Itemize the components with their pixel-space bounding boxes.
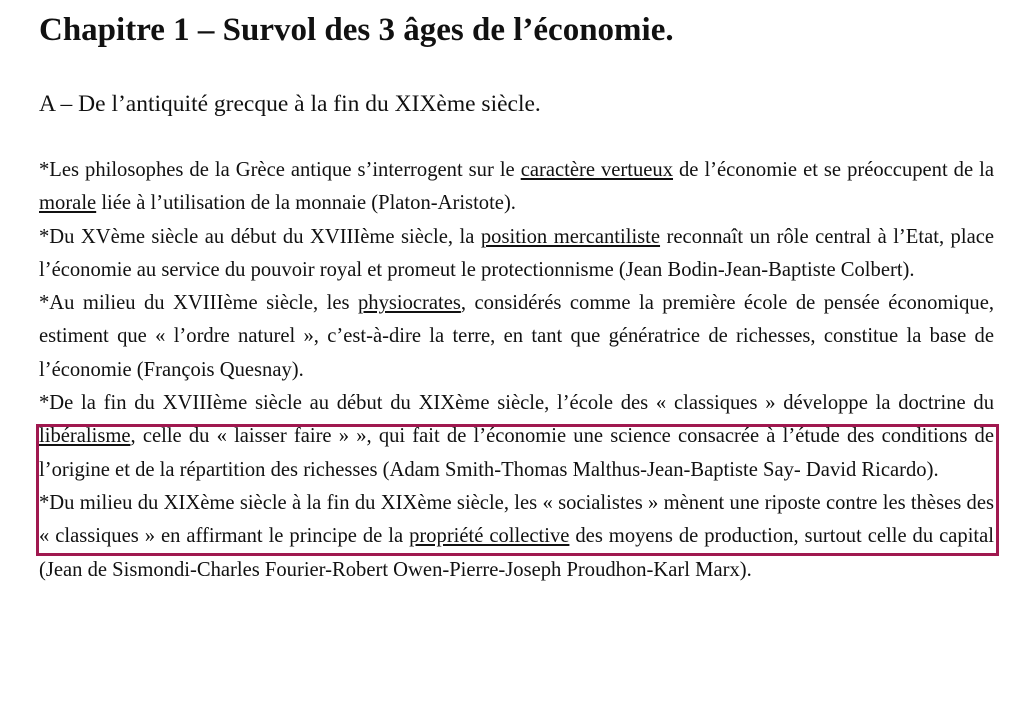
underlined-term-position-mercantiliste: position mercantiliste <box>480 225 661 248</box>
paragraph-text: *Du XVème siècle au début du XVIIIème siècle, la <box>39 225 481 248</box>
paragraph-classics <box>39 387 994 487</box>
paragraph-text: des moyens de production, surtout celle du capital (Jean de Sismondi-Charles Fourier-Robert Owen-Pierre-Joseph Proudhon-Karl Marx). <box>39 525 994 581</box>
underlined-term-caractere-vertueux: caractère vertueux <box>520 159 674 181</box>
paragraph-mercantilism <box>39 221 994 288</box>
section-title: A – De l’antiquité grecque à la fin du XIXème siècle. <box>39 91 541 117</box>
paragraph-text: *De la fin du XVIIIème siècle au début du XIXème siècle, l’école des « classiques » développe la doctrine du <box>39 392 994 415</box>
paragraph-physiocrats <box>39 287 994 387</box>
paragraph-text: *Du milieu du XIXème siècle à la fin du XIXème siècle, les « socialistes » mènent une riposte contre les thèses des « classiques » en affirmant le principe de la <box>39 491 994 548</box>
paragraph-text: *Les philosophes de la Grèce antique s’interrogent sur le <box>39 159 521 181</box>
paragraph-text: , celle du « laisser faire » », qui fait de l’économie une science consacrée à l’étude des conditions de l’origine et de la répartition des richesses (Adam Smith-Thomas Malthus-Jean-Baptiste Say- David Ricardo). <box>39 425 994 481</box>
underlined-term-physiocrates: physiocrates <box>357 292 461 315</box>
paragraph-text: liée à l’utilisation de la monnaie (Platon-Aristote). <box>96 192 516 215</box>
paragraph-socialists <box>39 487 994 587</box>
underlined-term-propriete-collective: propriété collective <box>409 525 570 548</box>
paragraph-text: de l’économie et se préoccupent de la <box>673 159 994 181</box>
paragraph-text: , considérés comme la première école de pensée économique, estiment que « l’ordre naturel », c’est-à-dire la terre, en tant que génératrice de richesses, constitue la base de l’économie (François Quesnay). <box>39 292 995 381</box>
paragraph-antiquity <box>39 154 994 221</box>
underlined-term-morale: morale <box>39 192 97 215</box>
paragraph-text: reconnaît un rôle central à l’Etat, place l’économie au service du pouvoir royal et promeut le protectionnisme (Jean Bodin-Jean-Baptiste Colbert). <box>39 225 995 281</box>
chapter-title: Chapitre 1 – Survol des 3 âges de l’économie. <box>39 12 674 48</box>
paragraph-text: *Au milieu du XVIIIème siècle, les <box>39 292 358 315</box>
underlined-term-liberalisme: libéralisme <box>39 425 131 448</box>
document-body <box>39 154 994 587</box>
